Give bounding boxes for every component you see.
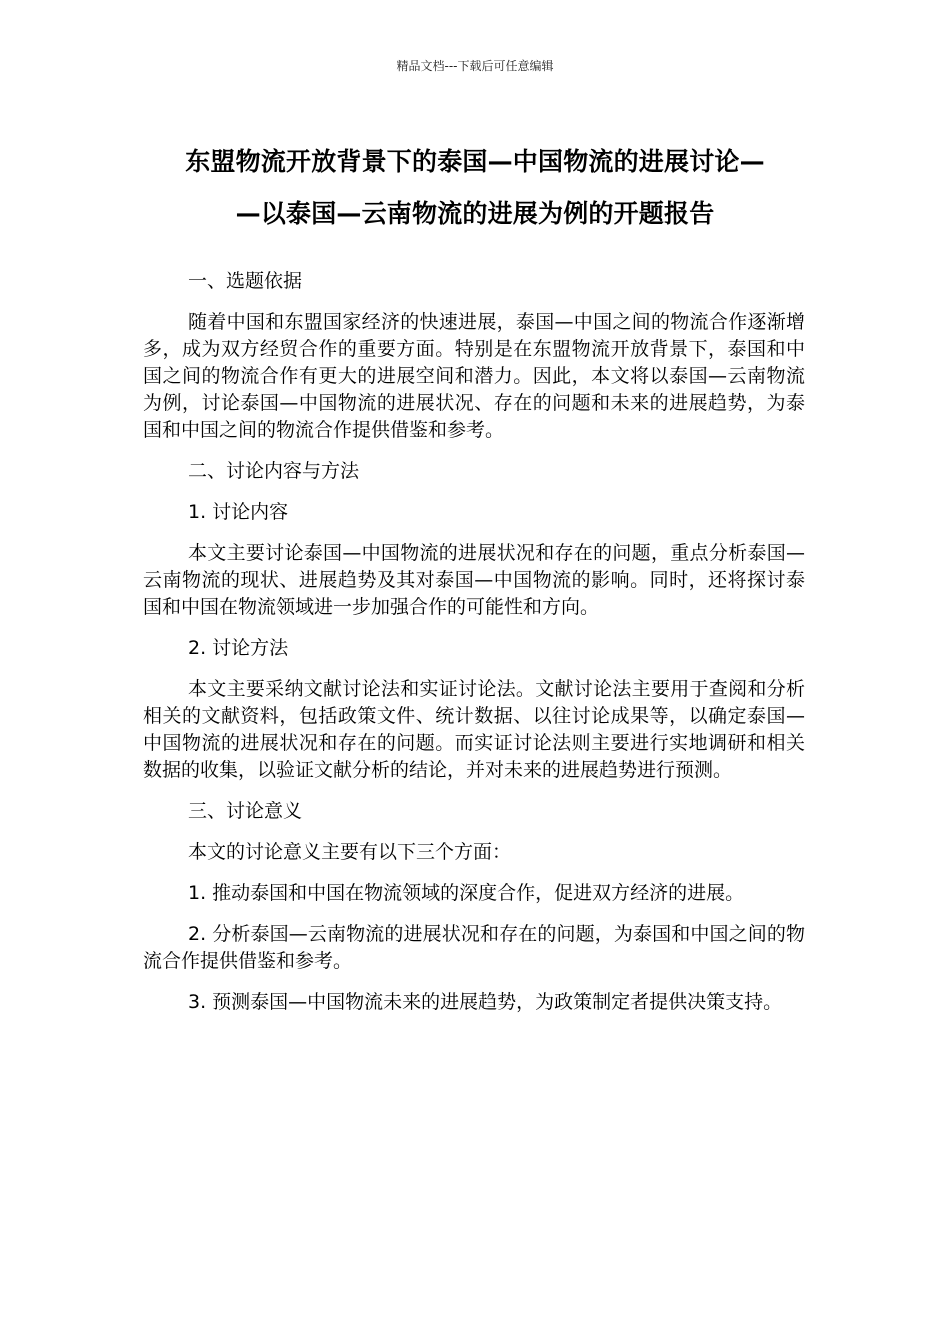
subsection-heading: 1. 讨论内容: [188, 501, 289, 523]
section-heading: 一、选题依据: [188, 270, 303, 292]
paragraph: 随着中国和东盟国家经济的快速进展，泰国—中国之间的物流合作逐渐增多，成为双方经贸合作的重要方面。特别是在东盟物流开放背景下，泰国和中国之间的物流合作有更大的进展空间和潜力。因此，本文将以泰国—云南物流为例，讨论泰国—中国物流的进展状况、存在的问题和未来的进展趋势，为泰国和中国之间的物流合作提供借鉴和参考。: [143, 311, 805, 441]
list-item: 3. 预测泰国—中国物流未来的进展趋势，为政策制定者提供决策支持。: [188, 991, 783, 1013]
paragraph: 本文的讨论意义主要有以下三个方面：: [188, 841, 512, 863]
subsection-heading: 2. 讨论方法: [188, 637, 289, 659]
title-line-2: —以泰国—云南物流的进展为例的开题报告: [235, 199, 715, 228]
list-item: 2. 分析泰国—云南物流的进展状况和存在的问题，为泰国和中国之间的物流合作提供借鉴和参考。: [143, 923, 805, 972]
title-line-1: 东盟物流开放背景下的泰国—中国物流的进展讨论—: [185, 147, 765, 176]
section-heading: 二、讨论内容与方法: [188, 460, 360, 482]
section-heading: 三、讨论意义: [188, 800, 303, 822]
document-title: [130, 136, 820, 240]
header-note: 精品文档---下载后可任意编辑: [396, 59, 554, 73]
document-body: [143, 268, 805, 1030]
list-item: 1. 推动泰国和中国在物流领域的深度合作，促进双方经济的进展。: [188, 882, 745, 904]
paragraph: 本文主要讨论泰国—中国物流的进展状况和存在的问题，重点分析泰国—云南物流的现状、进展趋势及其对泰国—中国物流的影响。同时，还将探讨泰国和中国在物流领域进一步加强合作的可能性和方向。: [143, 542, 805, 618]
paragraph: 本文主要采纳文献讨论法和实证讨论法。文献讨论法主要用于查阅和分析相关的文献资料，包括政策文件、统计数据、以往讨论成果等，以确定泰国—中国物流的进展状况和存在的问题。而实证讨论法则主要进行实地调研和相关数据的收集，以验证文献分析的结论，并对未来的进展趋势进行预测。: [143, 678, 805, 781]
